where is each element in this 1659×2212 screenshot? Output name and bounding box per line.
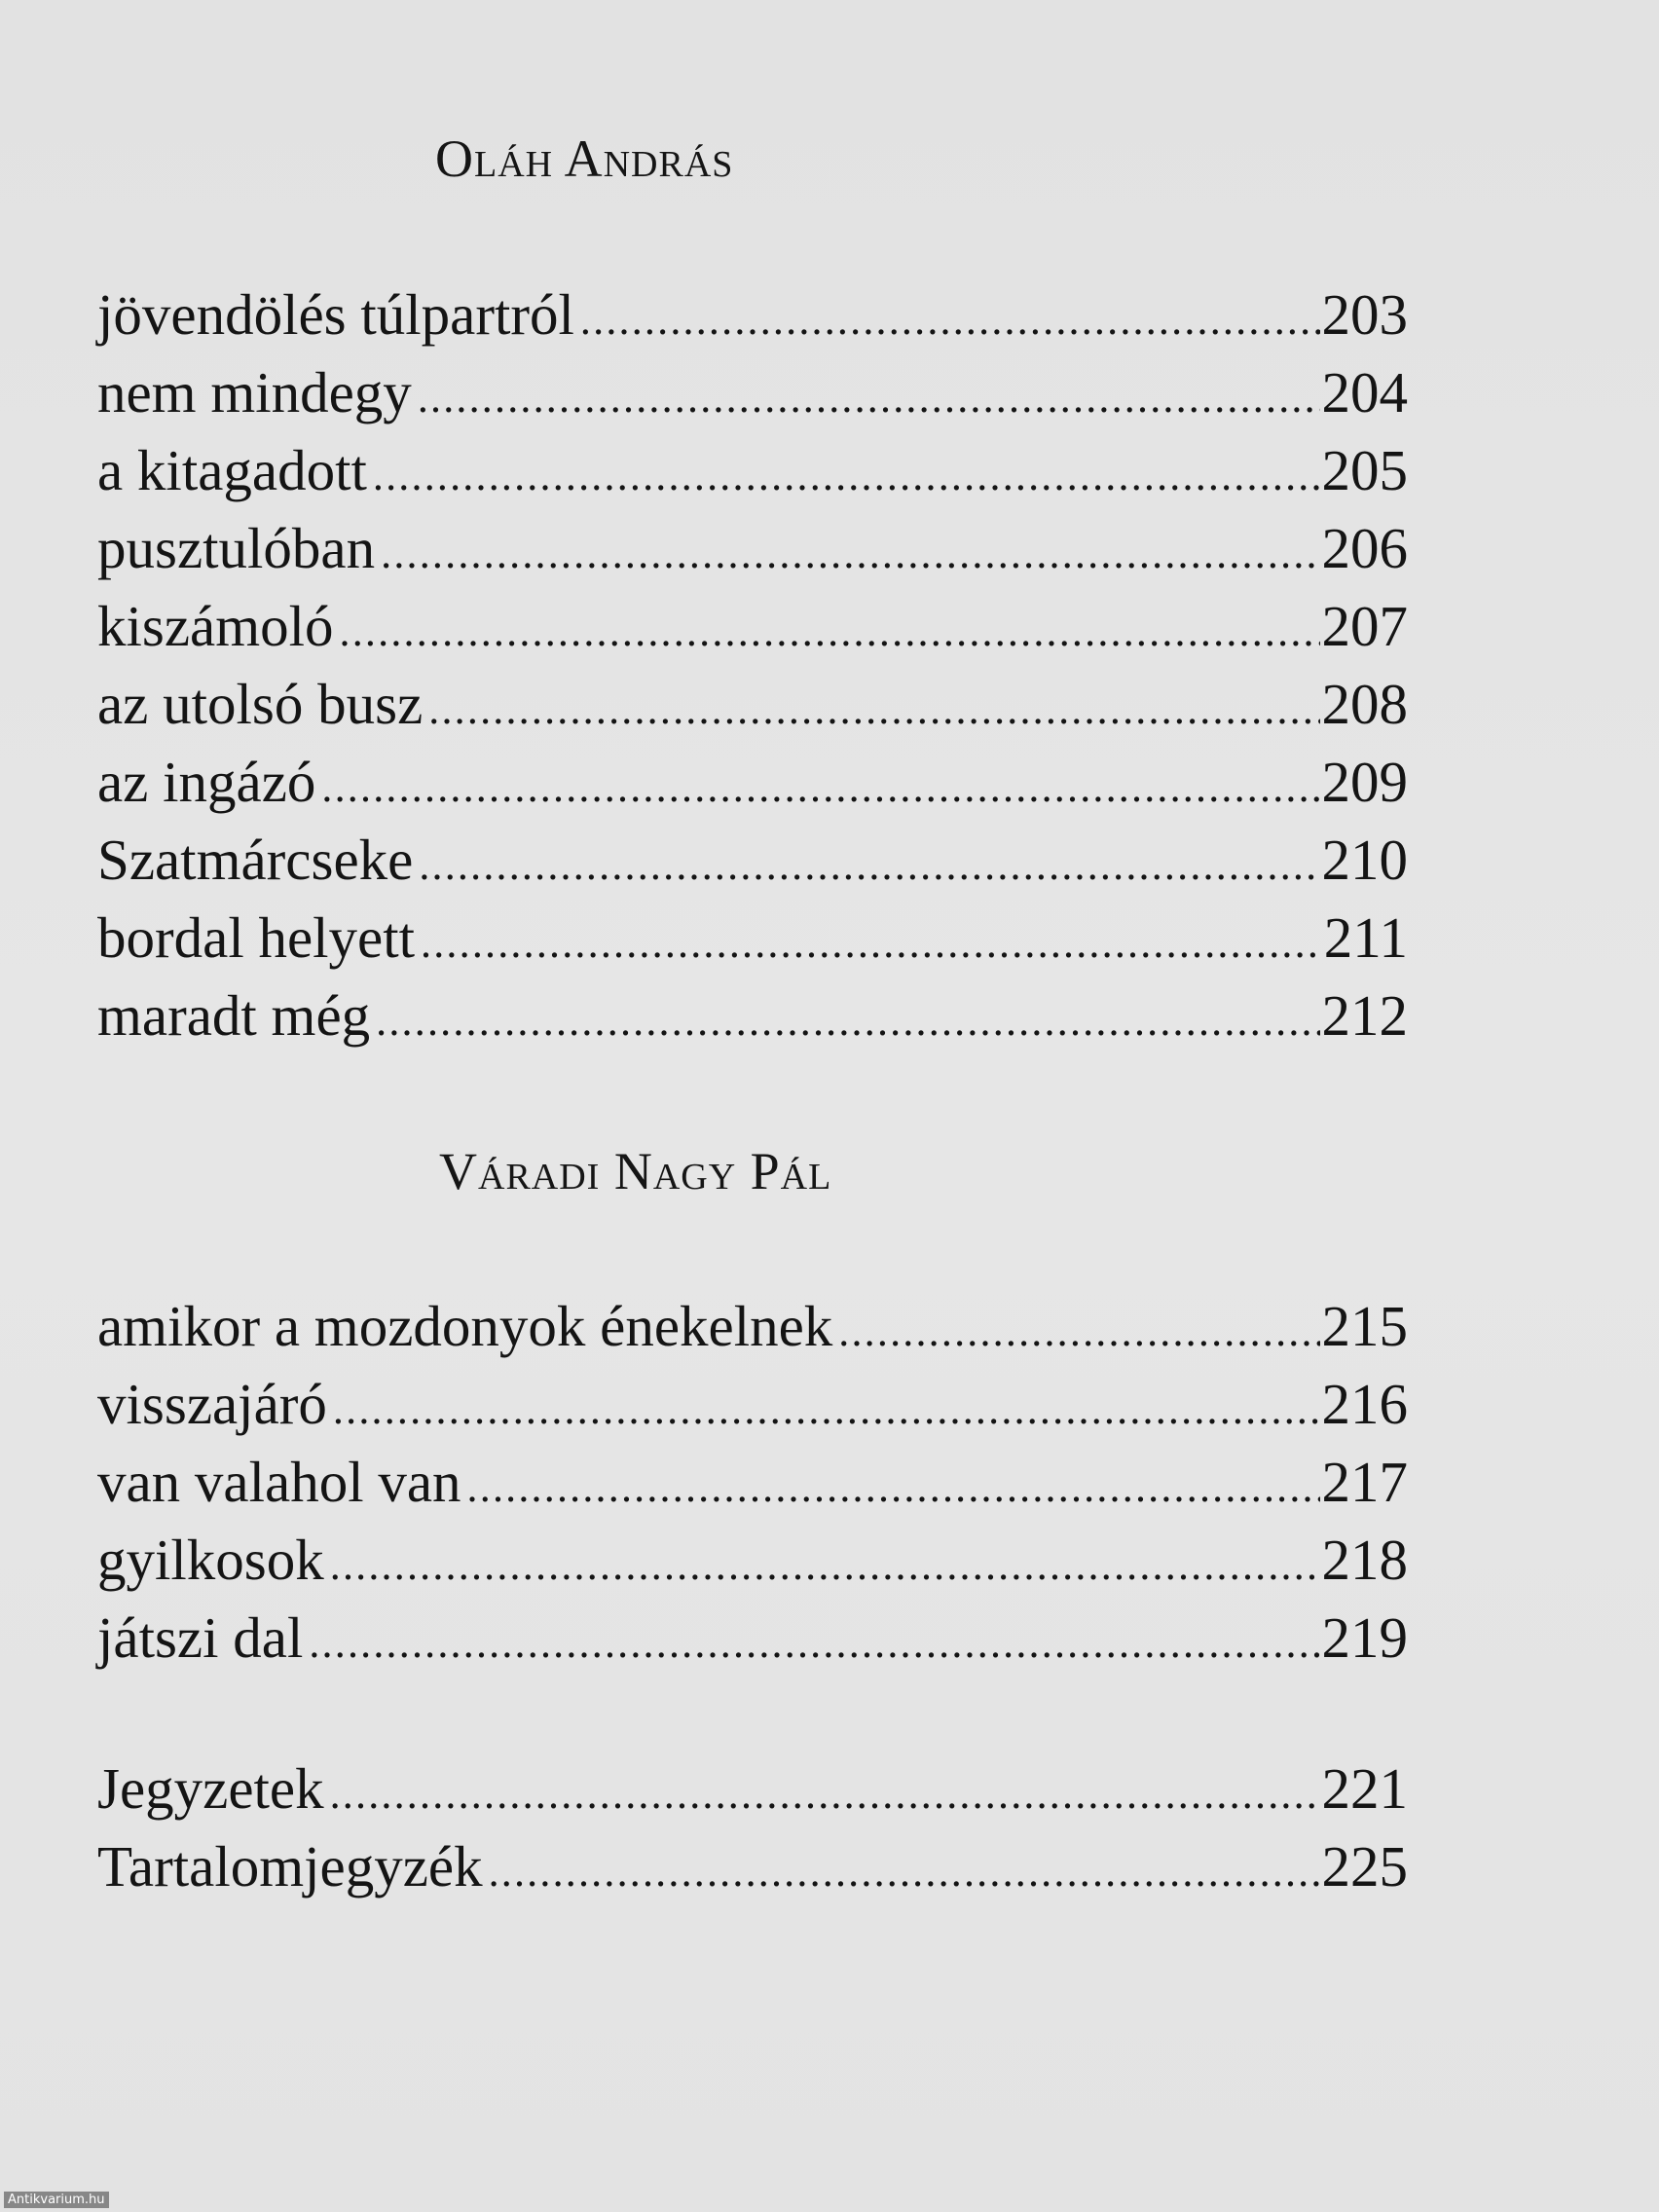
section-heading-varadi-nagy-pal: Váradi Nagy Pál	[439, 1142, 832, 1200]
toc-entry-title: játszi dal	[97, 1605, 304, 1670]
toc-entry	[97, 276, 1408, 353]
toc-entry-title: visszajáró	[97, 1372, 327, 1436]
toc-entry-title: az ingázó	[97, 750, 316, 814]
toc-entry	[97, 1443, 1408, 1521]
dot-leader	[421, 904, 1322, 982]
toc-entry	[97, 431, 1408, 509]
toc-entry-page: 221	[1321, 1756, 1408, 1821]
toc-entry	[97, 821, 1408, 899]
dot-leader	[330, 1527, 1320, 1604]
toc-entry-page: 208	[1321, 672, 1408, 736]
dot-leader	[321, 749, 1319, 827]
toc-entry-title: az utolsó busz	[97, 672, 424, 736]
toc-entry-title: amikor a mozdonyok énekelnek	[97, 1294, 833, 1358]
toc-entry-page: 203	[1321, 282, 1408, 347]
toc-entry-page: 212	[1321, 983, 1408, 1048]
toc-entry-title: van valahol van	[97, 1450, 461, 1514]
toc-entry-page: 219	[1321, 1605, 1408, 1670]
dot-leader	[580, 281, 1320, 359]
dot-leader	[340, 593, 1320, 671]
toc-entry-page: 209	[1321, 750, 1408, 814]
toc-entry	[97, 587, 1408, 665]
toc-entry-title: kiszámoló	[97, 594, 334, 658]
toc-list-varadi-nagy-pal	[97, 1287, 1408, 1677]
toc-entry	[97, 743, 1408, 821]
toc-entry-page: 211	[1323, 905, 1408, 970]
toc-entry-page: 206	[1321, 516, 1408, 580]
dot-leader	[381, 515, 1319, 593]
dot-leader	[330, 1755, 1320, 1833]
toc-entry	[97, 1827, 1408, 1905]
toc-entry-title: maradt még	[97, 983, 371, 1048]
dot-leader	[418, 359, 1320, 437]
toc-entry-title: Tartalomjegyzék	[97, 1834, 483, 1899]
toc-entry-title: jövendölés túlpartról	[97, 282, 574, 347]
toc-entry	[97, 353, 1408, 431]
dot-leader	[838, 1293, 1319, 1371]
toc-entry	[97, 1599, 1408, 1677]
toc-entry-title: bordal helyett	[97, 905, 416, 970]
dot-leader	[309, 1604, 1319, 1682]
toc-entry-page: 204	[1321, 360, 1408, 424]
toc-entry-title: pusztulóban	[97, 516, 376, 580]
toc-entry	[97, 1750, 1408, 1827]
toc-entry-page: 225	[1321, 1834, 1408, 1899]
site-watermark: Antikvarium.hu	[4, 2192, 109, 2208]
toc-entry-title: Szatmárcseke	[97, 828, 414, 892]
dot-leader	[489, 1833, 1320, 1911]
toc-entry-title: gyilkosok	[97, 1528, 324, 1592]
dot-leader	[467, 1449, 1320, 1527]
dot-leader	[376, 982, 1319, 1060]
toc-entry-page: 205	[1321, 438, 1408, 502]
toc-list-olah-andras	[97, 276, 1408, 1054]
toc-entry-page: 210	[1321, 828, 1408, 892]
toc-entry-page: 216	[1321, 1372, 1408, 1436]
toc-entry	[97, 665, 1408, 743]
section-heading-olah-andras: Oláh András	[435, 129, 734, 188]
toc-list-back-matter	[97, 1750, 1408, 1905]
toc-entry-page: 218	[1321, 1528, 1408, 1592]
toc-entry-page: 215	[1321, 1294, 1408, 1358]
toc-entry	[97, 1521, 1408, 1599]
toc-entry-page: 217	[1321, 1450, 1408, 1514]
toc-entry-title: nem mindegy	[97, 360, 412, 424]
toc-entry-title: a kitagadott	[97, 438, 367, 502]
toc-entry	[97, 899, 1408, 977]
dot-leader	[419, 827, 1319, 904]
toc-entry	[97, 509, 1408, 587]
toc-entry	[97, 977, 1408, 1054]
toc-entry	[97, 1287, 1408, 1365]
dot-leader	[373, 437, 1320, 515]
toc-entry	[97, 1365, 1408, 1443]
dot-leader	[428, 671, 1319, 749]
toc-entry-title: Jegyzetek	[97, 1756, 324, 1821]
toc-entry-page: 207	[1321, 594, 1408, 658]
dot-leader	[333, 1371, 1320, 1449]
